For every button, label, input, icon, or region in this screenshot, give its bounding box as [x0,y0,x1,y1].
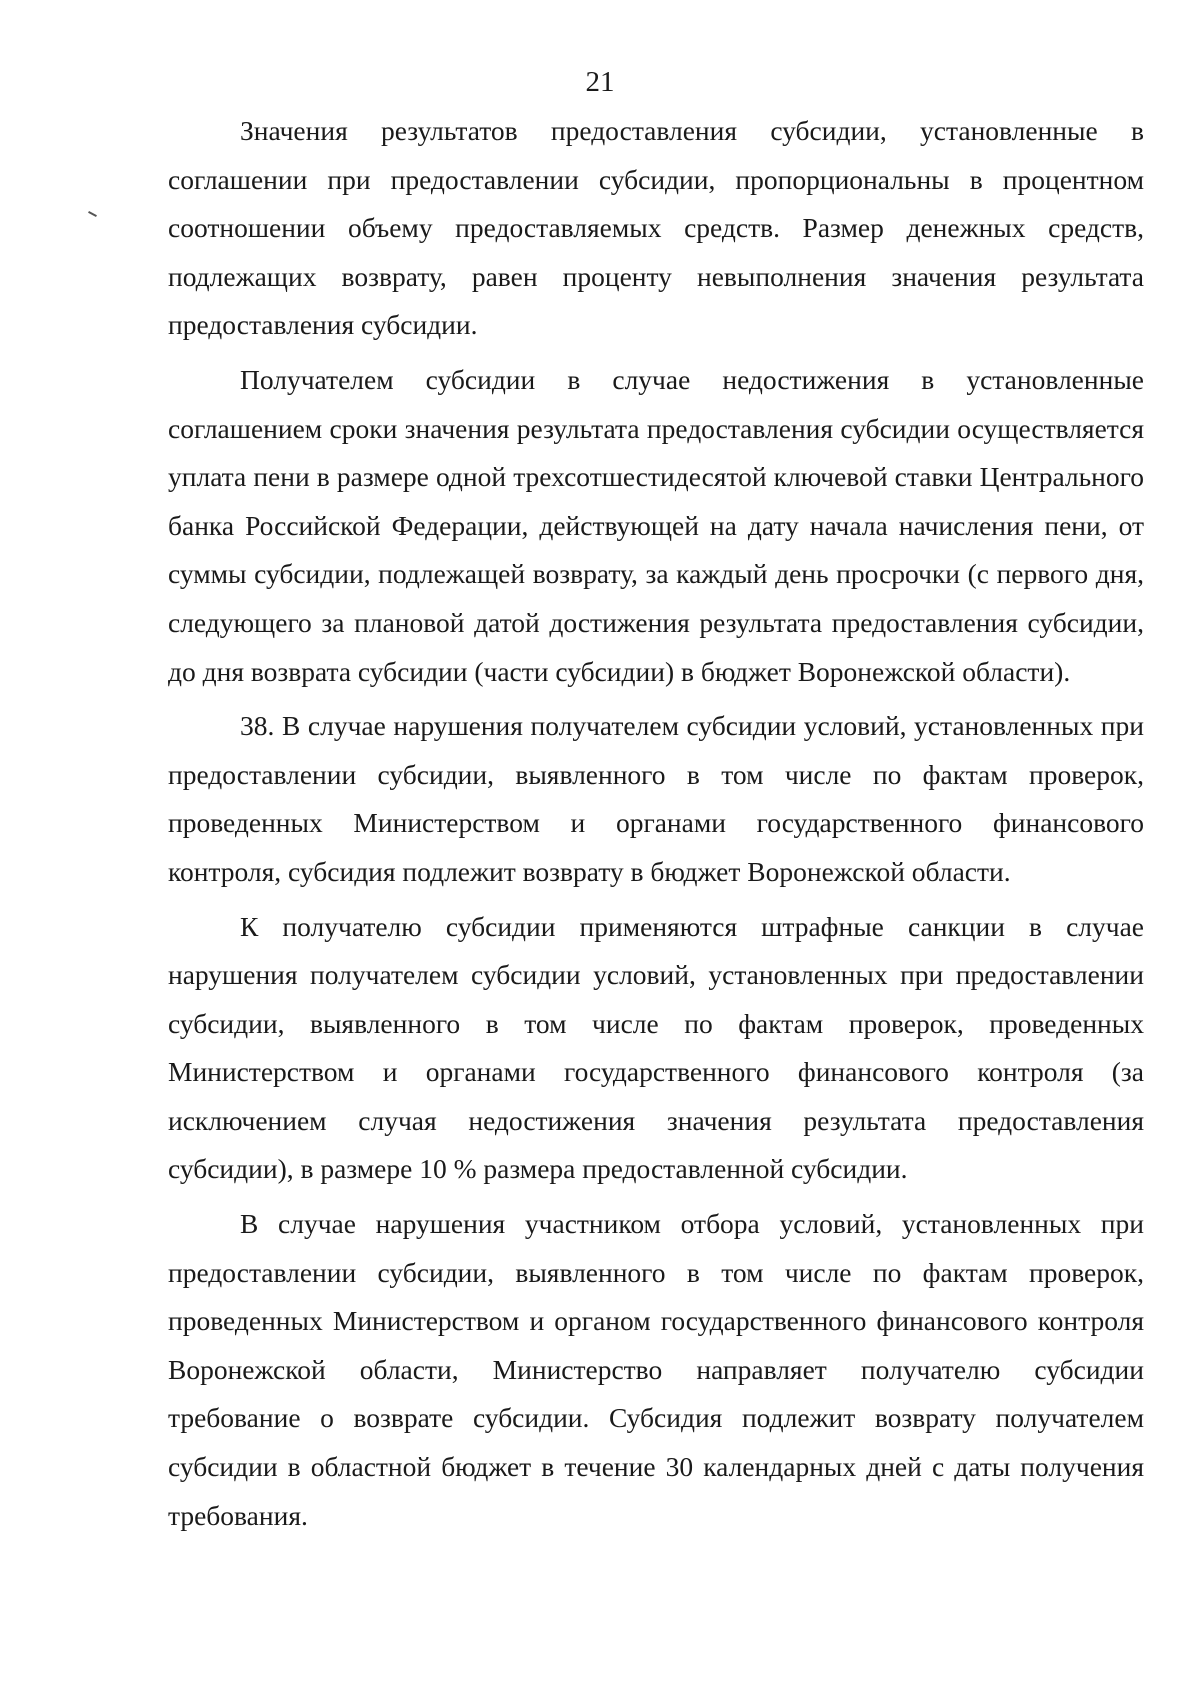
paragraph-return-demand: В случае нарушения участником отбора условий, установленных при предоставлении субсидии, выявленного в том числе по фактам проверок, проведенных Министерством и органом государственного финансового контроля Воронежской области, Министерство направляет получателю субсидии требование о возврате субсидии. Субсидия подлежит возврату получателем субсидии в областной бюджет в течение 30 календарных дней с даты получения требования. [168,1208,1144,1531]
scan-speck [88,211,97,217]
paragraph-penalty: Получателем субсидии в случае недостижения в установленные соглашением сроки значения результата предоставления субсидии осуществляется уплата пени в размере одной трехсотшестидесятой ключевой ставки Центрального банка Российской Федерации, действующей на дату начала начисления пени, от суммы субсидии, подлежащей возврату, за каждый день просрочки (с первого дня, следующего за плановой датой достижения результата предоставления субсидии, до дня возврата субсидии (части субсидии) в бюджет Воронежской области). [168,363,1144,687]
paragraph-fines: К получателю субсидии применяются штрафные санкции в случае нарушения получателем субсидии условий, установленных при предоставлении субсидии, выявленного в том числе по фактам проверок, проведенных Министерством и органами государственного финансового контроля (за исключением случая недостижения значения результата предоставления субсидии), в размере 10 % размера предоставленной субсидии. [168,910,1144,1185]
paragraph-item-38: 38. В случае нарушения получателем субсидии условий, установленных при предоставлении субсидии, выявленного в том числе по фактам проверок, проведенных Министерством и органами государственного финансового контроля, субсидия подлежит возврату в бюджет Воронежской области. [168,710,1144,887]
document-body [168,107,1144,1540]
page-number: 21 [585,66,615,98]
paragraph-results-values: Значения результатов предоставления субсидии, установленные в соглашении при предоставлении субсидии, пропорциональны в процентном соотношении объему предоставляемых средств. Размер денежных средств, подлежащих возврату, равен проценту невыполнения значения результата предоставления субсидии. [168,115,1144,341]
